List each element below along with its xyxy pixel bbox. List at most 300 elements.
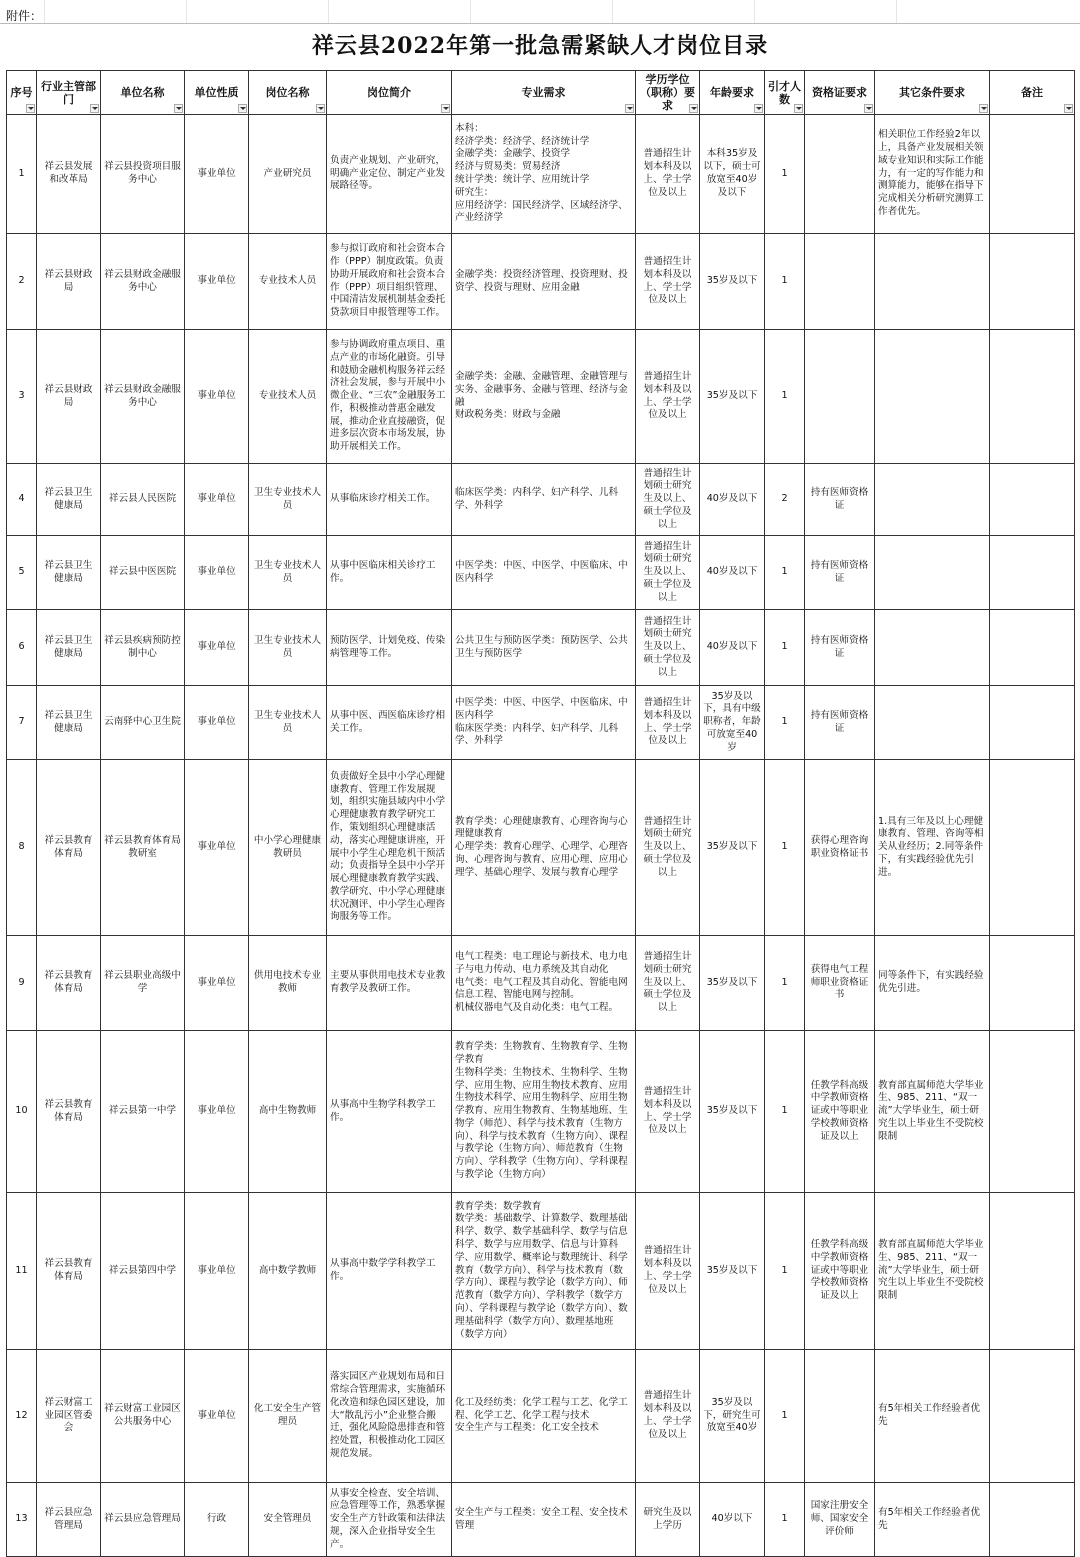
cell-text: 35岁及以下，研究生可放宽至40岁 — [703, 1396, 761, 1434]
col-header-post[interactable]: 岗位名称 — [249, 71, 327, 115]
cell-other[interactable] — [875, 115, 990, 234]
cell-unit[interactable] — [101, 760, 185, 936]
cell-nature[interactable] — [185, 1483, 249, 1557]
cell-nature[interactable] — [185, 760, 249, 936]
cell-text: 8 — [18, 841, 25, 853]
cell-text: 有5年相关工作经验者优先 — [878, 1506, 981, 1531]
cell-cert[interactable] — [805, 1483, 875, 1557]
cell-text: 35岁及以下 — [706, 390, 758, 402]
cell-intro[interactable] — [327, 234, 452, 330]
cell-text: 获得心理咨询职业资格证书 — [810, 834, 869, 859]
cell-cert[interactable] — [805, 1031, 875, 1193]
col-header-edu[interactable]: 学历学位（职称）要求 — [636, 71, 700, 115]
cell-text: 研究生及以上学历 — [643, 1506, 692, 1531]
cell-no[interactable] — [7, 1031, 37, 1193]
cell-cert[interactable] — [805, 760, 875, 936]
cell-unit[interactable] — [101, 686, 185, 760]
table-row — [7, 464, 1075, 536]
cell-count[interactable] — [765, 1350, 805, 1483]
cell-text: 云南驿中心卫生院 — [104, 716, 181, 728]
cell-other[interactable] — [875, 1350, 990, 1483]
cell-unit[interactable] — [101, 1031, 185, 1193]
cell-other[interactable] — [875, 536, 990, 610]
cell-text: 35岁及以下 — [706, 1105, 758, 1117]
cell-intro[interactable] — [327, 536, 452, 610]
table-row — [7, 330, 1075, 464]
cell-text: 行政 — [206, 1513, 227, 1525]
cell-nature[interactable] — [185, 610, 249, 686]
cell-text: 落实园区产业规划布局和日常综合管理需求，实施循环化改造和绿色园区建设，加大“散乱污小”企业整合搬迁，强化风险隐患排查和管控处置，积极推动化工园区规范发展。 — [330, 1371, 446, 1459]
cell-dept[interactable] — [37, 330, 101, 464]
cell-text: 祥云县投资项目服务中心 — [104, 161, 181, 185]
cell-text: 有5年相关工作经验者优先 — [878, 1403, 981, 1427]
cell-text: 卫生专业技术人员 — [253, 634, 322, 659]
cell-nature[interactable] — [185, 115, 249, 234]
table-row — [7, 936, 1075, 1031]
cell-intro[interactable] — [327, 686, 452, 760]
cell-no[interactable] — [7, 330, 37, 464]
cell-remark[interactable] — [990, 610, 1075, 686]
cell-text: 普通招生计划本科及以上、学士学位及以上 — [643, 1245, 692, 1295]
cell-remark[interactable] — [990, 536, 1075, 610]
cell-count[interactable] — [765, 610, 805, 686]
cell-cert[interactable] — [805, 1193, 875, 1350]
cell-cert[interactable] — [805, 464, 875, 536]
cell-text: 普通招生计划本科及以上、学士学位及以上 — [643, 696, 692, 747]
cell-text: 祥云县卫生健康局 — [44, 634, 93, 659]
table-row — [7, 1031, 1075, 1193]
cell-no[interactable] — [7, 1350, 37, 1483]
cell-text: 中小学心理健康教研员 — [253, 834, 322, 859]
cell-age[interactable] — [700, 330, 765, 464]
cell-text: 从事高中生物学科教学工作。 — [330, 1098, 436, 1123]
cell-other[interactable] — [875, 610, 990, 686]
table-row — [7, 234, 1075, 330]
cell-other[interactable] — [875, 686, 990, 760]
cell-major[interactable] — [452, 536, 636, 610]
cell-post[interactable] — [249, 330, 327, 464]
cell-age[interactable] — [700, 1193, 765, 1350]
filter-dropdown-icon[interactable] — [864, 104, 873, 113]
cell-count[interactable] — [765, 1031, 805, 1193]
cell-cert[interactable] — [805, 610, 875, 686]
cell-text: 祥云县发展和改革局 — [44, 161, 93, 185]
cell-unit[interactable] — [101, 936, 185, 1031]
cell-age[interactable] — [700, 115, 765, 234]
cell-text: 35岁及以下，具有中级职称者，年龄可放宽至40岁 — [703, 690, 761, 753]
cell-post[interactable] — [249, 610, 327, 686]
cell-nature[interactable] — [185, 1193, 249, 1350]
cell-text: 40岁以下 — [711, 1513, 753, 1525]
cell-other[interactable] — [875, 1483, 990, 1557]
cell-post[interactable] — [249, 536, 327, 610]
cell-major[interactable] — [452, 1350, 636, 1483]
cell-text: 事业单位 — [197, 976, 236, 988]
cell-post[interactable] — [249, 1483, 327, 1557]
col-header-cert[interactable]: 资格证要求 — [805, 71, 875, 115]
cell-no[interactable] — [7, 610, 37, 686]
cell-unit[interactable] — [101, 1350, 185, 1483]
cell-no[interactable] — [7, 1193, 37, 1350]
cell-age[interactable] — [700, 1483, 765, 1557]
cell-count[interactable] — [765, 936, 805, 1031]
filter-dropdown-icon[interactable] — [26, 104, 35, 113]
cell-remark[interactable] — [990, 760, 1075, 936]
cell-dept[interactable] — [37, 234, 101, 330]
cell-edu[interactable] — [636, 1031, 700, 1193]
cell-text: 5 — [18, 566, 25, 578]
cell-text: 事业单位 — [197, 716, 236, 728]
filter-dropdown-icon[interactable] — [90, 104, 99, 113]
cell-age[interactable] — [700, 1031, 765, 1193]
cell-text: 祥云县财政局 — [44, 268, 93, 293]
col-header-dept[interactable]: 行业主管部门 — [37, 71, 101, 115]
cell-text: 事业单位 — [197, 390, 236, 402]
cell-remark[interactable] — [990, 686, 1075, 760]
cell-cert[interactable] — [805, 936, 875, 1031]
cell-edu[interactable] — [636, 1483, 700, 1557]
cell-intro[interactable] — [327, 1193, 452, 1350]
cell-text: 1 — [781, 976, 788, 988]
cell-text: 产业研究员 — [263, 167, 312, 179]
cell-remark[interactable] — [990, 234, 1075, 330]
cell-dept[interactable] — [37, 1031, 101, 1193]
table-row — [7, 1483, 1075, 1557]
cell-dept[interactable] — [37, 115, 101, 234]
cell-age[interactable] — [700, 760, 765, 936]
cell-text: 参与协调政府重点项目、重点产业的市场化融资。引导和鼓励金融机构服务祥云经济社会发展，参与开展中小微企业、“三农”金融服务工作，积极推动普惠金融发展，推动企业直接融资，促进多层次资本市场发展，协助开展相关工作。 — [330, 338, 446, 453]
cell-nature[interactable] — [185, 536, 249, 610]
cell-other[interactable] — [875, 1193, 990, 1350]
cell-nature[interactable] — [185, 686, 249, 760]
cell-count[interactable] — [765, 1483, 805, 1557]
cell-intro[interactable] — [327, 760, 452, 936]
cell-no[interactable] — [7, 115, 37, 234]
cell-no[interactable] — [7, 686, 37, 760]
cell-text: 1 — [781, 167, 788, 179]
cell-text: 40岁及以下 — [706, 566, 758, 578]
cell-cert[interactable] — [805, 234, 875, 330]
cell-text: 持有医师资格证 — [810, 486, 869, 511]
cell-text: 普通招生计划硕士研究生及以上、硕士学位及以上 — [643, 467, 692, 530]
cell-text: 祥云县第一中学 — [108, 1105, 177, 1117]
cell-text: 参与拟订政府和社会资本合作（PPP）制度政策。负责协助开展政府和社会资本合作（PPP）项目组织管理、中国清洁发展机制基金委托贷款项目申报管理等工作。 — [330, 243, 446, 319]
cell-age[interactable] — [700, 610, 765, 686]
cell-count[interactable] — [765, 536, 805, 610]
cell-text: 教育学类：数学教育 数学类：基础数学、计算数学、数理基础科学、数学、数学基础科学、数学与信息科学、数学与应用数学、信息与计算科学、应用数学、概率论与数理统计、科学教育（数学方向）、科学与技术教育（数学方向）、课程与教学论（数学方向）、师范教育（数学方向）、学科教学（数学方向）、学科课程与教学论（数学方向）、数理基础科学（数学方向）、数理基地班（数学方向） — [455, 1200, 628, 1340]
filter-dropdown-icon[interactable] — [316, 104, 325, 113]
cell-major[interactable] — [452, 330, 636, 464]
cell-text: 1 — [781, 566, 788, 578]
col-header-major[interactable]: 专业需求 — [452, 71, 636, 115]
cell-other[interactable] — [875, 936, 990, 1031]
cell-age[interactable] — [700, 1350, 765, 1483]
cell-post[interactable] — [249, 1193, 327, 1350]
cell-text: 9 — [18, 976, 25, 988]
cell-text: 35岁及以下 — [706, 976, 758, 988]
cell-edu[interactable] — [636, 936, 700, 1031]
cell-edu[interactable] — [636, 234, 700, 330]
cell-text: 卫生专业技术人员 — [253, 486, 322, 511]
cell-text: 普通招生计划本科及以上、学士学位及以上 — [643, 370, 692, 421]
filter-dropdown-icon[interactable] — [794, 104, 803, 113]
cell-text: 事业单位 — [197, 167, 236, 179]
cell-text: 专业技术人员 — [258, 275, 317, 287]
filter-dropdown-icon[interactable] — [625, 104, 634, 113]
table-row — [7, 1193, 1075, 1350]
cell-dept[interactable] — [37, 536, 101, 610]
col-header-count[interactable]: 引才人数 — [765, 71, 805, 115]
cell-dept[interactable] — [37, 610, 101, 686]
cell-count[interactable] — [765, 686, 805, 760]
cell-remark[interactable] — [990, 1193, 1075, 1350]
cell-count[interactable] — [765, 115, 805, 234]
filter-dropdown-icon[interactable] — [979, 104, 988, 113]
cell-intro[interactable] — [327, 610, 452, 686]
cell-intro[interactable] — [327, 464, 452, 536]
cell-major[interactable] — [452, 760, 636, 936]
cell-post[interactable] — [249, 686, 327, 760]
cell-edu[interactable] — [636, 1350, 700, 1483]
cell-intro[interactable] — [327, 115, 452, 234]
cell-text: 祥云县第四中学 — [108, 1264, 177, 1276]
cell-text: 获得电气工程师职业资格证书 — [810, 963, 869, 1001]
cell-major[interactable] — [452, 464, 636, 536]
cell-major[interactable] — [452, 234, 636, 330]
cell-no[interactable] — [7, 464, 37, 536]
cell-text: 事业单位 — [197, 1409, 236, 1421]
cell-text: 10 — [15, 1105, 28, 1117]
cell-cert[interactable] — [805, 330, 875, 464]
cell-count[interactable] — [765, 760, 805, 936]
filter-dropdown-icon[interactable] — [689, 104, 698, 113]
cell-text: 从事高中数学学科教学工作。 — [330, 1258, 436, 1282]
cell-edu[interactable] — [636, 686, 700, 760]
cell-edu[interactable] — [636, 760, 700, 936]
cell-other[interactable] — [875, 234, 990, 330]
cell-age[interactable] — [700, 686, 765, 760]
cell-edu[interactable] — [636, 610, 700, 686]
cell-intro[interactable] — [327, 1031, 452, 1193]
cell-age[interactable] — [700, 234, 765, 330]
col-header-nature[interactable]: 单位性质 — [185, 71, 249, 115]
cell-text: 负责做好全县中小学心理健康教育、管理工作发展规划，组织实施县域内中小学心理健康教育教学研究工作，策划组织心理健康活动，落实心理健康讲座，开展中小学生心理危机干预活动；负责指导全县中小学开展心理健康教育教学实践、教学研究、中小学心理健康状况测评、中小学生心理咨询服务等工作。 — [330, 770, 446, 923]
cell-post[interactable] — [249, 936, 327, 1031]
cell-dept[interactable] — [37, 936, 101, 1031]
cell-text: 祥云县教育体育局教研室 — [104, 834, 181, 859]
cell-edu[interactable] — [636, 330, 700, 464]
cell-other[interactable] — [875, 464, 990, 536]
cell-text: 1 — [781, 641, 788, 653]
col-header-intro[interactable]: 岗位简介 — [327, 71, 452, 115]
cell-major[interactable] — [452, 686, 636, 760]
cell-text: 1 — [781, 1264, 788, 1276]
cell-remark[interactable] — [990, 1031, 1075, 1193]
cell-remark[interactable] — [990, 1350, 1075, 1483]
cell-count[interactable] — [765, 1193, 805, 1350]
cell-other[interactable] — [875, 1031, 990, 1193]
cell-text: 祥云财富工业园区管委会 — [44, 1396, 93, 1434]
cell-remark[interactable] — [990, 464, 1075, 536]
cell-no[interactable] — [7, 936, 37, 1031]
cell-cert[interactable] — [805, 686, 875, 760]
cell-count[interactable] — [765, 330, 805, 464]
cell-major[interactable] — [452, 1031, 636, 1193]
cell-age[interactable] — [700, 464, 765, 536]
cell-text: 预防医学、计划免疫、传染病管理等工作。 — [330, 634, 446, 659]
cell-major[interactable] — [452, 610, 636, 686]
cell-text: 事业单位 — [197, 1105, 236, 1117]
cell-nature[interactable] — [185, 1350, 249, 1483]
cell-edu[interactable] — [636, 464, 700, 536]
cell-major[interactable] — [452, 936, 636, 1031]
table-row — [7, 686, 1075, 760]
cell-text: 11 — [15, 1264, 28, 1276]
cell-unit[interactable] — [101, 330, 185, 464]
cell-intro[interactable] — [327, 1350, 452, 1483]
cell-text: 教育学类：心理健康教育、心理咨询与心理健康教育 心理学类：教育心理学、心理学、心理咨询、心理咨询与教育、应用心理、应用心理学、基础心理学、发展与教育心理学 — [455, 815, 628, 878]
cell-text: 同等条件下，有实践经验优先引进。 — [878, 970, 984, 994]
cell-text: 持有医师资格证 — [810, 709, 869, 734]
cell-nature[interactable] — [185, 1031, 249, 1193]
cell-intro[interactable] — [327, 936, 452, 1031]
cell-dept[interactable] — [37, 1193, 101, 1350]
col-header-age[interactable]: 年龄要求 — [700, 71, 765, 115]
cell-text: 1 — [781, 1513, 788, 1525]
cell-post[interactable] — [249, 760, 327, 936]
table-row — [7, 536, 1075, 610]
cell-text: 3 — [18, 390, 25, 402]
cell-text: 祥云县财政金融服务中心 — [104, 383, 181, 408]
cell-remark[interactable] — [990, 1483, 1075, 1557]
cell-post[interactable] — [249, 1350, 327, 1483]
cell-text: 从事临床诊疗相关工作。 — [330, 493, 436, 505]
cell-text: 本科35岁及以下，硕士可放宽至40岁及以下 — [703, 148, 761, 198]
cell-text: 1 — [781, 841, 788, 853]
cell-unit[interactable] — [101, 115, 185, 234]
cell-text: 事业单位 — [197, 841, 236, 853]
cell-dept[interactable] — [37, 464, 101, 536]
cell-cert[interactable] — [805, 536, 875, 610]
cell-dept[interactable] — [37, 686, 101, 760]
cell-text: 祥云县教育体育局 — [44, 834, 93, 859]
cell-text: 事业单位 — [197, 1264, 236, 1276]
cell-text: 任教学科高级中学教师资格证或中等职业学校教师资格证及以上 — [810, 1079, 869, 1142]
cell-remark[interactable] — [990, 936, 1075, 1031]
cell-text: 电气工程类：电工理论与新技术、电力电子与电力传动、电力系统及其自动化 电气类：电气工程及其自动化、智能电网信息工程、智能电网与控制。 机械仪器电气及自动化类：电气工程。 — [455, 951, 628, 1014]
cell-nature[interactable] — [185, 936, 249, 1031]
cell-unit[interactable] — [101, 536, 185, 610]
cell-no[interactable] — [7, 1483, 37, 1557]
cell-unit[interactable] — [101, 1193, 185, 1350]
cell-text: 7 — [18, 716, 25, 728]
filter-dropdown-icon[interactable] — [1064, 104, 1073, 113]
cell-text: 金融学类：投资经济管理、投资理财、投资学、投资与理财、应用金融 — [455, 268, 628, 293]
cell-other[interactable] — [875, 330, 990, 464]
cell-dept[interactable] — [37, 1350, 101, 1483]
cell-major[interactable] — [452, 115, 636, 234]
cell-cert[interactable] — [805, 115, 875, 234]
cell-text: 从事中医临床相关诊疗工作。 — [330, 559, 436, 584]
cell-text: 事业单位 — [197, 275, 236, 287]
cell-intro[interactable] — [327, 330, 452, 464]
cell-text: 2 — [781, 493, 788, 505]
cell-no[interactable] — [7, 234, 37, 330]
cell-text: 2 — [18, 275, 25, 287]
cell-nature[interactable] — [185, 234, 249, 330]
cell-post[interactable] — [249, 464, 327, 536]
cell-unit[interactable] — [101, 610, 185, 686]
cell-text: 1 — [781, 390, 788, 402]
cell-major[interactable] — [452, 1483, 636, 1557]
cell-text: 12 — [15, 1409, 28, 1421]
filter-dropdown-icon[interactable] — [238, 104, 247, 113]
cell-edu[interactable] — [636, 115, 700, 234]
cell-nature[interactable] — [185, 330, 249, 464]
cell-dept[interactable] — [37, 1483, 101, 1557]
cell-count[interactable] — [765, 464, 805, 536]
cell-text: 国家注册安全师、国家安全评价师 — [810, 1500, 869, 1537]
cell-no[interactable] — [7, 536, 37, 610]
cell-text: 普通招生计划硕士研究生及以上、硕士学位及以上 — [643, 615, 692, 678]
cell-text: 40岁及以下 — [706, 493, 758, 505]
cell-count[interactable] — [765, 234, 805, 330]
cell-text: 主要从事供用电技术专业教育教学及教研工作。 — [330, 970, 446, 994]
cell-post[interactable] — [249, 1031, 327, 1193]
cell-intro[interactable] — [327, 1483, 452, 1557]
cell-text: 1 — [781, 716, 788, 728]
col-header-unit[interactable]: 单位名称 — [101, 71, 185, 115]
cell-text: 35岁及以下 — [706, 841, 758, 853]
cell-other[interactable] — [875, 760, 990, 936]
table-row — [7, 760, 1075, 936]
table-row — [7, 115, 1075, 234]
cell-cert[interactable] — [805, 1350, 875, 1483]
cell-text: 普通招生计划本科及以上、学士学位及以上 — [643, 1390, 692, 1440]
cell-text: 35岁及以下 — [706, 275, 758, 287]
filter-dropdown-icon[interactable] — [441, 104, 450, 113]
cell-unit[interactable] — [101, 234, 185, 330]
cell-dept[interactable] — [37, 760, 101, 936]
positions-table — [6, 70, 1075, 1557]
cell-major[interactable] — [452, 1193, 636, 1350]
filter-dropdown-icon[interactable] — [754, 104, 763, 113]
cell-text: 1 — [781, 1105, 788, 1117]
cell-post[interactable] — [249, 115, 327, 234]
cell-age[interactable] — [700, 536, 765, 610]
cell-age[interactable] — [700, 936, 765, 1031]
table-row — [7, 610, 1075, 686]
cell-unit[interactable] — [101, 1483, 185, 1557]
cell-text: 13 — [15, 1513, 28, 1525]
cell-unit[interactable] — [101, 464, 185, 536]
cell-text: 事业单位 — [197, 493, 236, 505]
cell-remark[interactable] — [990, 330, 1075, 464]
cell-remark[interactable] — [990, 115, 1075, 234]
cell-text: 供用电技术专业教师 — [253, 970, 322, 994]
cell-text: 安全管理员 — [263, 1513, 312, 1525]
col-header-other[interactable]: 其它条件要求 — [875, 71, 990, 115]
col-header-no[interactable]: 序号 — [7, 71, 37, 115]
cell-no[interactable] — [7, 760, 37, 936]
filter-dropdown-icon[interactable] — [174, 104, 183, 113]
cell-post[interactable] — [249, 234, 327, 330]
cell-text: 1 — [18, 167, 25, 179]
cell-nature[interactable] — [185, 464, 249, 536]
cell-edu[interactable] — [636, 1193, 700, 1350]
col-header-remark[interactable]: 备注 — [990, 71, 1075, 115]
cell-edu[interactable] — [636, 536, 700, 610]
